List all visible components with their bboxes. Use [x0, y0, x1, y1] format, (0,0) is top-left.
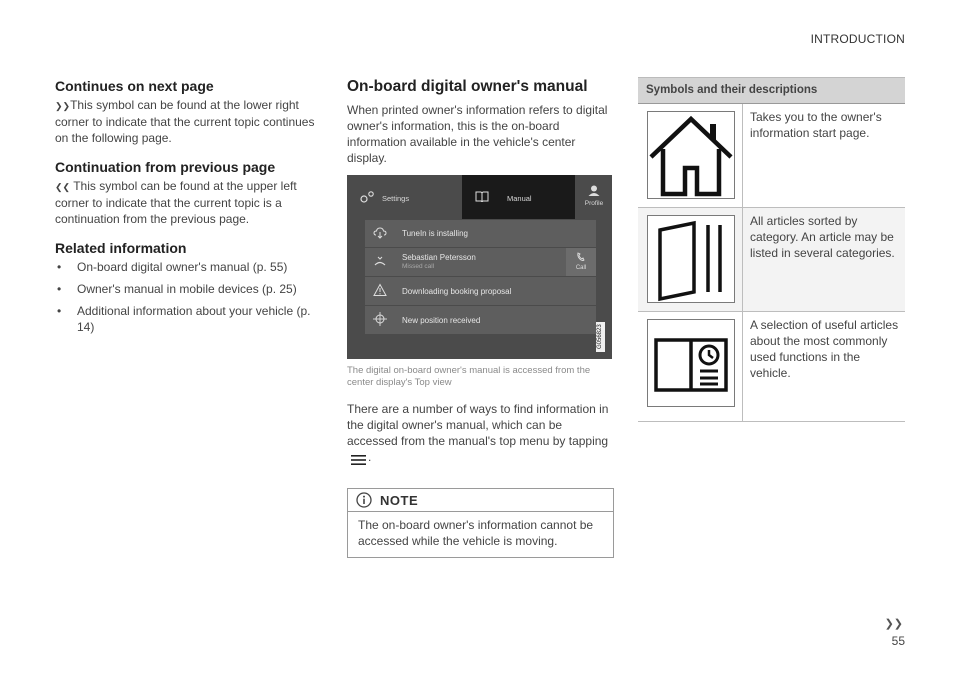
note-text: The on-board owner's information cannot be accessed while the vehicle is moving.	[358, 517, 594, 548]
notification-title: Sebastian Petersson	[402, 253, 476, 262]
column-divider	[742, 208, 743, 311]
table-row	[638, 104, 905, 208]
symbol-cell	[647, 319, 735, 407]
tab-profile[interactable]	[576, 175, 612, 219]
symbol-description: A selection of useful articles about the most commonly used functions in the vehicle.	[750, 318, 899, 380]
continue-prev-symbol: ❮❮	[55, 182, 71, 192]
symbols-table	[638, 77, 905, 422]
symbol-cell	[647, 215, 735, 303]
tab-profile-label: Profile	[584, 200, 604, 207]
book-categories-icon	[648, 216, 734, 302]
table-row	[638, 208, 905, 312]
related-link[interactable]: Owner's manual in mobile devices (p. 25)	[77, 282, 297, 296]
settings-gear-icon	[359, 190, 375, 204]
image-code: G056823	[596, 322, 605, 352]
table-header	[638, 77, 905, 104]
tab-settings-label: Settings	[382, 194, 410, 203]
continues-heading: Continues on next page	[55, 78, 214, 94]
notification-title: TuneIn is installing	[402, 229, 468, 238]
continues-text: This symbol can be found at the lower right corner to indicate that the current topic continues on the following page.	[55, 98, 315, 145]
bullet: •	[57, 260, 62, 274]
related-link[interactable]: Additional information about your vehicle (p. 14)	[77, 304, 311, 334]
menu-icon	[351, 454, 366, 466]
table-header-label: Symbols and their descriptions	[646, 84, 818, 96]
body-text-end: .	[368, 450, 372, 464]
symbol-description: All articles sorted by category. An article may be listed in several categories.	[750, 214, 895, 260]
intro-paragraph: When printed owner's information refers to digital owner's information, this is the on-board information available in the vehicle's center display.	[347, 103, 608, 165]
related-item[interactable]	[55, 303, 323, 335]
bullet: •	[57, 304, 62, 318]
section-header: INTRODUCTION	[810, 32, 905, 46]
tab-settings[interactable]	[347, 175, 461, 219]
page-number: 55	[891, 634, 905, 648]
crosshair-icon	[373, 312, 387, 326]
note-header	[348, 489, 613, 512]
open-book-clock-icon	[648, 320, 734, 406]
related-heading: Related information	[55, 240, 187, 256]
column-middle	[347, 78, 615, 558]
note-box	[347, 488, 614, 558]
call-button-label: Call	[575, 265, 587, 271]
column-divider	[742, 312, 743, 421]
image-caption: The digital on-board owner's manual is accessed from the center display's Top view	[347, 365, 591, 388]
download-cloud-icon	[373, 226, 387, 240]
home-icon	[648, 112, 734, 198]
note-label: NOTE	[380, 492, 419, 508]
continues-paragraph	[55, 97, 323, 146]
column-left	[55, 78, 323, 341]
symbol-description: Takes you to the owner's information start page.	[750, 110, 882, 140]
notification-title: Downloading booking proposal	[402, 287, 512, 296]
section-heading: On-board digital owner's manual	[347, 78, 588, 95]
continue-next-icon: ❯❯	[884, 618, 903, 630]
notification-title: New position received	[402, 316, 481, 325]
continuation-text: This symbol can be found at the upper left corner to indicate that the current topic is a continuation from the previous page.	[55, 179, 297, 226]
missed-call-icon	[373, 254, 387, 268]
tab-manual[interactable]	[462, 175, 575, 219]
column-divider	[742, 104, 743, 207]
table-row	[638, 312, 905, 422]
manual-book-icon	[475, 191, 489, 202]
continuation-paragraph	[55, 178, 323, 227]
notification-subtitle: Missed call	[402, 263, 435, 270]
notification-missed-call[interactable]	[365, 248, 596, 276]
notification-booking[interactable]	[365, 277, 596, 305]
related-list	[55, 259, 323, 335]
symbol-cell	[647, 111, 735, 199]
related-item[interactable]	[55, 281, 323, 297]
call-button[interactable]	[566, 248, 596, 276]
notification-position[interactable]	[365, 306, 596, 334]
tab-manual-label: Manual	[507, 194, 532, 203]
related-item[interactable]	[55, 259, 323, 275]
info-icon	[356, 492, 372, 508]
continue-next-symbol: ❯❯	[55, 101, 71, 111]
bullet: •	[57, 282, 62, 296]
profile-icon	[588, 185, 600, 196]
body-text: There are a number of ways to find information in the digital owner's manual, which can be accessed from the manual's top menu by tapping	[347, 402, 609, 448]
related-link[interactable]: On-board digital owner's manual (p. 55)	[77, 260, 288, 274]
continuation-heading: Continuation from previous page	[55, 159, 276, 175]
warning-triangle-icon	[373, 283, 387, 297]
center-display-image	[347, 175, 612, 359]
body-paragraph	[347, 401, 615, 466]
phone-icon	[576, 252, 586, 262]
notification-tunein[interactable]	[365, 220, 596, 247]
